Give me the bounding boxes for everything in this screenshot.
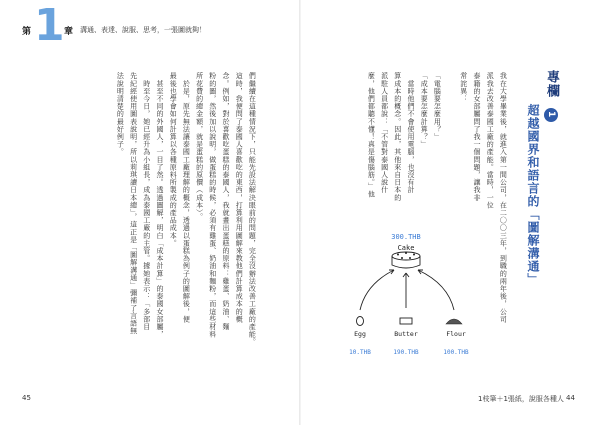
cake-label: Cake xyxy=(397,244,415,252)
right-page-number: 44 xyxy=(566,394,575,402)
column-label: 專欄 xyxy=(544,70,559,98)
left-page-line: 時至今日，她已經升為小組長，成為泰國工廠的主管。據她表示：「多部目 xyxy=(142,72,151,331)
egg-icon xyxy=(357,317,364,326)
right-page-line: 常詫異： xyxy=(459,72,468,103)
egg-price: 10.THB xyxy=(349,349,371,356)
egg-label: Egg xyxy=(354,330,366,338)
cost-diagram xyxy=(340,230,480,362)
cake-drawing xyxy=(392,252,420,268)
right-page-line: 算成本的概念。因此，其他來自日本的 xyxy=(393,72,402,202)
right-page-line: 麼，他們都聽不懂！真是傷腦筋。」他 xyxy=(367,72,376,198)
right-page-line: 當時他們不會使用電腦，也沒有計 xyxy=(407,72,415,194)
right-page-line: 派駐人員都說：「不管對泰國人說什 xyxy=(380,72,389,194)
left-page-line: 甚至不同的外國人，一目了然。透過圖解，明白「成本計算」的泰國女部屬， xyxy=(156,72,164,338)
right-page-line: 「電腦要怎麼用？」 xyxy=(433,72,442,141)
left-page-number: 45 xyxy=(22,394,31,402)
chapter-suffix: 章 xyxy=(64,27,74,37)
chapter-prefix: 第 xyxy=(22,27,32,37)
chapter-number: 1 xyxy=(34,0,65,51)
right-page-line: 「成本要怎麼計算？」 xyxy=(420,72,429,148)
right-page-line: 派我去改善泰國工廠的產能。當時，一位 xyxy=(486,72,495,209)
left-page-line: 最後也學會如何計算以各種原料所製成的產品成本。 xyxy=(169,72,178,247)
flour-label: Flour xyxy=(446,330,466,338)
chapter-title: 溝通、表達、說服、思考，一張圖就夠！ xyxy=(80,26,206,34)
flour-icon xyxy=(446,319,462,324)
left-page-line: 所花費的總金額，就是蛋糕的原價（成本）。 xyxy=(195,72,204,221)
flour-price: 100.THB xyxy=(443,349,469,356)
left-page-line: 於是，原先無法讓泰國工廠理解的概念，透過以蛋糕為例子的圖解後，便 xyxy=(182,72,191,323)
column-number-badge: 1 xyxy=(544,108,558,122)
left-page-line: 這時，我便問了泰國人喜歡吃的東西，打算利用圖解來教他們計算成本的概 xyxy=(235,72,244,323)
left-page-line: 念。例如，對於喜歡吃蛋糕的泰國人，我就畫出蛋糕的原料：雞蛋、奶油、麵 xyxy=(222,72,230,331)
ingredient-arrows xyxy=(360,270,454,310)
right-page-line: 我在大學畢業後，就進入第一間公司，在二〇〇三年，到職的兩年後，公司 xyxy=(499,72,508,323)
right-page-footer-text: 1枝筆＋1張紙，說服各種人 xyxy=(478,395,564,403)
left-page-line: 法說明清楚的最好例子。 xyxy=(116,72,125,156)
chapter-header xyxy=(22,0,252,51)
butter-icon xyxy=(400,318,412,324)
left-page-line: 粉的圖，然後加以說明，做蛋糕的時候，必須有雞蛋、奶油和麵粉，而這些材料 xyxy=(208,72,217,338)
column-subtitle: 超越國界和語言的「圖解溝通」 xyxy=(526,104,540,286)
butter-label: Butter xyxy=(394,330,418,338)
left-page-line: 們繼續在這種情況下，只能先設法解決眼前的問題，完全沒辦法改善工廠的產能。 xyxy=(248,72,257,346)
book-gutter xyxy=(299,0,301,425)
column-heading xyxy=(543,70,559,126)
right-page-line: 泰籍的女部屬問了我一個問題，讓我非 xyxy=(473,72,481,202)
cake-price: 300.THB xyxy=(391,233,421,241)
left-page-line: 先紀經使用圖表說明，所以莉琪讀日本總」，這正是「圖解溝通」彌補了言語無 xyxy=(129,72,138,335)
butter-price: 190.THB xyxy=(393,349,419,356)
